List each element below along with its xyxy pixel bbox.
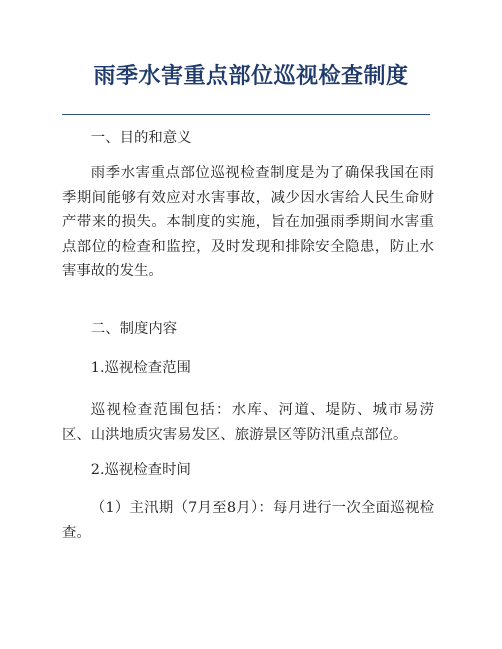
section-heading-content: 二、制度内容 <box>90 321 178 337</box>
subsection-item-main-flood-season: （1）主汛期（7月至8月）：每月进行一次全面巡视检查。 <box>62 500 434 541</box>
section-paragraph-purpose: 雨季水害重点部位巡视检查制度是为了确保我国在雨季期间能够有效应对水害事故，减少因水害给人民生命财产带来的损失。本制度的实施，旨在加强雨季期间水害重点部位的检查和监控，及时发现和排除安全隐患，防止水害事故的发生。 <box>62 165 434 279</box>
subsection-heading-scope: 1.巡视检查范围 <box>90 360 191 376</box>
document-title: 雨季水害重点部位巡视检查制度 <box>93 64 409 89</box>
subsection-heading-time: 2.巡视检查时间 <box>90 462 191 478</box>
title-divider <box>62 114 430 115</box>
section-heading-purpose: 一、目的和意义 <box>90 130 192 146</box>
subsection-paragraph-scope: 巡视检查范围包括：水库、河道、堤防、城市易涝区、山洪地质灾害易发区、旅游景区等防汛重点部位。 <box>62 402 434 443</box>
